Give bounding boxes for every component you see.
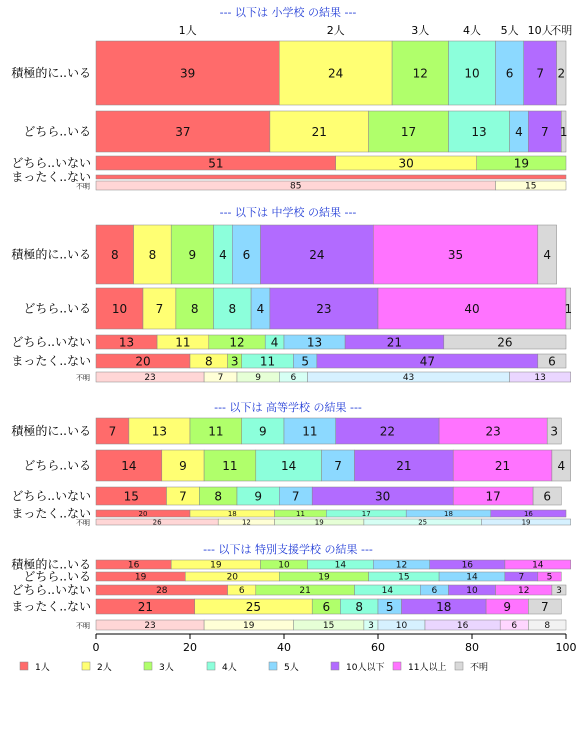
top-category-label: 不明 (550, 24, 573, 37)
bar-value-label: 21 (299, 586, 311, 597)
bar-value-label: 30 (398, 156, 414, 171)
bar-value-label: 19 (134, 572, 147, 583)
top-category-label: 10人 (527, 24, 553, 37)
bar-value-label: 85 (290, 181, 302, 192)
bar-value-label: 16 (127, 560, 140, 571)
bar-value-label: 4 (270, 335, 279, 350)
bar-value-label: 21 (386, 335, 403, 350)
bar-value-label: 6 (511, 621, 518, 632)
bar-value-label: 12 (412, 66, 428, 81)
bar-value-label: 16 (461, 560, 474, 571)
bar-value-label: 20 (135, 354, 151, 369)
bar-value-label: 51 (208, 156, 224, 171)
panel-title: --- 以下は 特別支援学校 の結果 --- (203, 543, 373, 556)
bar-value-label: 3 (368, 621, 374, 632)
row-label: どちら..いない (11, 156, 91, 170)
legend-swatch (269, 662, 277, 670)
bar-value-label: 12 (395, 560, 408, 571)
bar-value-label: 9 (179, 458, 187, 473)
bar-segment (96, 175, 566, 179)
bar-value-label: 30 (375, 489, 391, 504)
x-axis-tick-label: 40 (277, 641, 291, 654)
legend-label: 5人 (284, 663, 299, 673)
bar-value-label: 24 (309, 247, 325, 262)
bar-value-label: 4 (219, 247, 227, 262)
row-label: どちら..いる (23, 301, 91, 316)
bar-value-label: 7 (155, 301, 164, 316)
bar-value-label: 7 (108, 424, 117, 439)
bar-value-label: 5 (385, 599, 394, 614)
legend-swatch (393, 662, 401, 670)
bar-value-label: 6 (242, 247, 251, 262)
bar-value-label: 8 (228, 301, 237, 316)
row-label: どちら..いない (11, 583, 91, 597)
bar-value-label: 14 (532, 560, 544, 571)
bar-value-label: 7 (217, 373, 224, 384)
bar-value-label: 10 (464, 66, 480, 81)
bar-value-label: 21 (311, 124, 327, 139)
bar-value-label: 17 (361, 510, 371, 519)
bar-value-label: 13 (118, 335, 135, 350)
bar-value-label: 8 (110, 247, 119, 262)
row-label: まったく..ない (11, 599, 91, 614)
bar-value-label: 11 (222, 458, 238, 473)
bar-value-label: 18 (436, 599, 452, 614)
bar-value-label: 11 (302, 424, 318, 439)
bar-value-label: 25 (418, 518, 428, 527)
bar-value-label: 4 (543, 247, 552, 262)
x-axis-tick-label: 60 (371, 641, 385, 654)
top-category-label: 1人 (178, 24, 197, 37)
bar-value-label: 13 (534, 373, 546, 384)
bar-value-label: 3 (230, 354, 239, 369)
top-category-label: 5人 (500, 24, 519, 37)
bar-value-label: 15 (123, 489, 139, 504)
row-label: どちら..いない (11, 335, 91, 349)
legend-swatch (20, 662, 28, 670)
row-label: 積極的に..いる (11, 424, 91, 438)
row-label: まったく..ない (11, 354, 91, 368)
bar-value-label: 19 (210, 560, 222, 571)
row-label: 不明 (76, 374, 90, 382)
panel-title: --- 以下は 小学校 の結果 --- (219, 6, 357, 19)
bar-value-label: 7 (541, 599, 549, 614)
bar-value-label: 18 (227, 510, 237, 519)
bar-value-label: 8 (204, 354, 213, 369)
bar-value-label: 3 (556, 586, 562, 597)
panel-title: --- 以下は 高等学校 の結果 --- (214, 401, 362, 414)
bar-value-label: 23 (144, 621, 156, 632)
legend-label: 11人以上 (408, 663, 447, 673)
bar-value-label: 6 (548, 354, 556, 369)
bar-value-label: 12 (517, 586, 530, 597)
top-category-label: 4人 (463, 24, 481, 37)
bar-value-label: 7 (536, 66, 544, 81)
legend-swatch (207, 662, 215, 670)
bar-value-label: 6 (238, 586, 245, 597)
bar-value-label: 43 (402, 373, 415, 384)
legend-swatch (455, 662, 463, 670)
row-label: どちら..いる (23, 458, 91, 473)
bar-value-label: 7 (334, 458, 342, 473)
bar-value-label: 22 (379, 424, 396, 439)
bar-value-label: 4 (557, 458, 566, 473)
legend-label: 4人 (222, 663, 237, 673)
bar-value-label: 25 (245, 599, 262, 614)
bar-value-label: 1 (564, 301, 573, 316)
bar-value-label: 40 (464, 301, 480, 316)
bar-value-label: 9 (188, 247, 197, 262)
legend-label: 3人 (159, 663, 174, 673)
bar-value-label: 37 (175, 124, 191, 139)
bar-value-label: 10 (466, 586, 478, 597)
bar-value-label: 15 (398, 572, 410, 583)
bar-value-label: 3 (550, 424, 559, 439)
bar-value-label: 8 (355, 599, 364, 614)
bar-value-label: 17 (400, 124, 417, 139)
row-label: まったく..ない (11, 506, 91, 521)
legend-label: 不明 (470, 663, 489, 673)
bar-value-label: 6 (290, 373, 297, 384)
bar-value-label: 6 (322, 599, 331, 614)
row-label: 積極的に..いる (11, 247, 91, 262)
bar-value-label: 11 (208, 424, 224, 439)
bar-value-label: 16 (456, 621, 469, 632)
top-category-label: 3人 (411, 24, 430, 37)
bar-value-label: 19 (318, 572, 330, 583)
bar-value-label: 21 (137, 599, 153, 614)
bar-value-label: 8 (190, 301, 199, 316)
bar-value-label: 11 (295, 510, 305, 519)
bar-value-label: 4 (515, 124, 523, 139)
bar-value-label: 5 (546, 572, 553, 583)
bar-value-label: 6 (543, 489, 552, 504)
row-label: 不明 (76, 622, 90, 630)
bar-value-label: 20 (138, 510, 148, 519)
legend-label: 1人 (35, 663, 50, 673)
bar-value-label: 9 (503, 599, 512, 614)
bar-value-label: 7 (518, 572, 525, 583)
bar-value-label: 13 (151, 424, 168, 439)
bar-value-label: 19 (314, 518, 324, 527)
bar-value-label: 15 (322, 621, 335, 632)
bar-value-label: 17 (485, 489, 501, 504)
legend-label: 2人 (97, 663, 112, 673)
bar-value-label: 39 (180, 66, 196, 81)
bar-value-label: 47 (419, 354, 435, 369)
row-label: 積極的に..いる (11, 66, 91, 80)
bar-value-label: 12 (241, 518, 251, 527)
bar-value-label: 6 (505, 66, 514, 81)
bar-value-label: 14 (281, 458, 297, 473)
row-label: まったく..ない (11, 170, 91, 184)
bar-value-label: 9 (254, 489, 262, 504)
bar-value-label: 14 (466, 572, 478, 583)
bar-value-label: 23 (485, 424, 501, 439)
bar-value-label: 5 (301, 354, 309, 369)
row-label: 不明 (76, 519, 90, 527)
bar-value-label: 9 (259, 424, 267, 439)
bar-value-label: 7 (291, 489, 300, 504)
bar-value-label: 14 (334, 560, 347, 571)
row-label: どちら..いない (11, 489, 91, 503)
bar-value-label: 18 (444, 510, 453, 519)
top-category-label: 2人 (326, 24, 345, 37)
panel-title: --- 以下は 中学校 の結果 --- (219, 206, 357, 219)
bar-value-label: 10 (395, 621, 408, 632)
bar-value-label: 23 (144, 373, 156, 384)
row-label: 積極的に..いる (11, 557, 91, 572)
bar-value-label: 24 (328, 66, 344, 81)
bar-value-label: 16 (523, 510, 533, 519)
bar-value-label: 13 (471, 124, 487, 139)
legend-swatch (82, 662, 90, 670)
bar-value-label: 19 (521, 518, 531, 527)
x-axis-tick-label: 20 (183, 641, 197, 654)
bar-value-label: 35 (447, 247, 464, 262)
bar-value-label: 14 (381, 586, 394, 597)
legend-swatch (331, 662, 339, 670)
bar-value-label: 11 (175, 335, 191, 350)
legend-swatch (144, 662, 152, 670)
bar-value-label: 8 (214, 489, 223, 504)
bar-value-label: 26 (497, 335, 513, 350)
x-axis-tick-label: 80 (465, 641, 479, 654)
bar-value-label: 20 (226, 572, 239, 583)
bar-value-label: 28 (156, 586, 168, 597)
bar-value-label: 8 (544, 621, 551, 632)
x-axis-tick-label: 100 (555, 641, 577, 654)
bar-value-label: 13 (306, 335, 323, 350)
bar-value-label: 6 (431, 586, 438, 597)
bar-value-label: 14 (121, 458, 137, 473)
bar-value-label: 7 (541, 124, 549, 139)
row-label: 不明 (76, 182, 90, 191)
legend-label: 10人以下 (346, 663, 385, 673)
row-label: どちら..いる (23, 124, 91, 139)
bar-value-label: 10 (278, 560, 290, 571)
row-label: どちら..いる (23, 569, 91, 584)
bar-value-label: 19 (243, 621, 255, 632)
bar-value-label: 4 (256, 301, 265, 316)
bar-value-label: 21 (494, 458, 511, 473)
bar-value-label: 15 (525, 181, 537, 192)
bar-value-label: 10 (111, 301, 128, 316)
bar-value-label: 19 (513, 156, 529, 171)
bar-value-label: 21 (396, 458, 412, 473)
bar-value-label: 11 (259, 354, 276, 369)
bar-value-label: 1 (559, 124, 568, 139)
bar-value-label: 2 (557, 66, 566, 81)
bar-value-label: 12 (229, 335, 245, 350)
x-axis-tick-label: 0 (92, 641, 100, 654)
bar-value-label: 8 (148, 247, 157, 262)
bar-value-label: 23 (316, 301, 332, 316)
bar-value-label: 9 (255, 373, 262, 384)
bar-value-label: 26 (152, 518, 162, 527)
bar-value-label: 7 (179, 489, 187, 504)
